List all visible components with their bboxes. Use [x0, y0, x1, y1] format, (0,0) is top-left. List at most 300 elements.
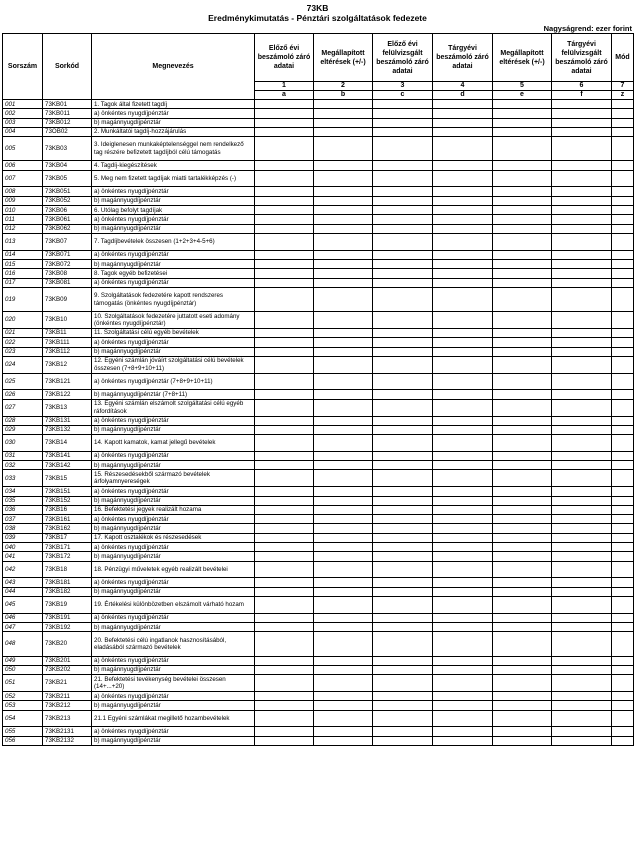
value-cell[interactable] [433, 675, 493, 692]
value-cell[interactable] [552, 373, 612, 390]
value-cell[interactable] [255, 587, 314, 596]
value-cell[interactable] [612, 533, 634, 542]
value-cell[interactable] [493, 632, 552, 656]
value-cell[interactable] [552, 356, 612, 373]
value-cell[interactable] [255, 613, 314, 622]
value-cell[interactable] [493, 736, 552, 745]
value-cell[interactable] [552, 613, 612, 622]
value-cell[interactable] [314, 470, 373, 487]
value-cell[interactable] [314, 515, 373, 524]
value-cell[interactable] [433, 269, 493, 278]
value-cell[interactable] [612, 587, 634, 596]
value-cell[interactable] [255, 727, 314, 736]
value-cell[interactable] [433, 170, 493, 187]
value-cell[interactable] [493, 170, 552, 187]
value-cell[interactable] [612, 347, 634, 356]
value-cell[interactable] [493, 137, 552, 161]
value-cell[interactable] [255, 287, 314, 311]
value-cell[interactable] [612, 287, 634, 311]
value-cell[interactable] [373, 127, 433, 136]
value-cell[interactable] [314, 587, 373, 596]
value-cell[interactable] [433, 487, 493, 496]
value-cell[interactable] [493, 278, 552, 287]
value-cell[interactable] [373, 505, 433, 514]
value-cell[interactable] [493, 470, 552, 487]
value-cell[interactable] [612, 524, 634, 533]
value-cell[interactable] [314, 224, 373, 233]
value-cell[interactable] [493, 187, 552, 196]
value-cell[interactable] [493, 196, 552, 205]
value-cell[interactable] [493, 100, 552, 109]
value-cell[interactable] [433, 137, 493, 161]
value-cell[interactable] [373, 533, 433, 542]
value-cell[interactable] [433, 206, 493, 215]
value-cell[interactable] [373, 701, 433, 710]
value-cell[interactable] [314, 278, 373, 287]
value-cell[interactable] [373, 215, 433, 224]
value-cell[interactable] [255, 278, 314, 287]
value-cell[interactable] [552, 632, 612, 656]
value-cell[interactable] [314, 416, 373, 425]
value-cell[interactable] [552, 328, 612, 337]
value-cell[interactable] [314, 435, 373, 452]
value-cell[interactable] [373, 416, 433, 425]
value-cell[interactable] [612, 170, 634, 187]
value-cell[interactable] [493, 260, 552, 269]
value-cell[interactable] [373, 390, 433, 399]
value-cell[interactable] [433, 250, 493, 259]
value-cell[interactable] [373, 597, 433, 614]
value-cell[interactable] [493, 515, 552, 524]
value-cell[interactable] [373, 692, 433, 701]
value-cell[interactable] [433, 505, 493, 514]
value-cell[interactable] [552, 100, 612, 109]
value-cell[interactable] [552, 597, 612, 614]
value-cell[interactable] [612, 328, 634, 337]
value-cell[interactable] [552, 269, 612, 278]
value-cell[interactable] [552, 170, 612, 187]
value-cell[interactable] [612, 206, 634, 215]
value-cell[interactable] [493, 727, 552, 736]
value-cell[interactable] [493, 533, 552, 542]
value-cell[interactable] [433, 338, 493, 347]
value-cell[interactable] [255, 623, 314, 632]
value-cell[interactable] [373, 736, 433, 745]
value-cell[interactable] [493, 356, 552, 373]
value-cell[interactable] [433, 451, 493, 460]
value-cell[interactable] [433, 578, 493, 587]
value-cell[interactable] [493, 373, 552, 390]
value-cell[interactable] [255, 224, 314, 233]
value-cell[interactable] [373, 632, 433, 656]
value-cell[interactable] [433, 543, 493, 552]
value-cell[interactable] [373, 613, 433, 622]
value-cell[interactable] [255, 373, 314, 390]
value-cell[interactable] [612, 552, 634, 561]
value-cell[interactable] [612, 505, 634, 514]
value-cell[interactable] [612, 109, 634, 118]
value-cell[interactable] [314, 701, 373, 710]
value-cell[interactable] [433, 127, 493, 136]
value-cell[interactable] [373, 373, 433, 390]
value-cell[interactable] [314, 356, 373, 373]
value-cell[interactable] [433, 187, 493, 196]
value-cell[interactable] [255, 701, 314, 710]
value-cell[interactable] [255, 328, 314, 337]
value-cell[interactable] [373, 524, 433, 533]
value-cell[interactable] [552, 451, 612, 460]
value-cell[interactable] [255, 269, 314, 278]
value-cell[interactable] [255, 710, 314, 727]
value-cell[interactable] [552, 224, 612, 233]
value-cell[interactable] [255, 665, 314, 674]
value-cell[interactable] [552, 665, 612, 674]
value-cell[interactable] [552, 623, 612, 632]
value-cell[interactable] [255, 578, 314, 587]
value-cell[interactable] [552, 505, 612, 514]
value-cell[interactable] [373, 269, 433, 278]
value-cell[interactable] [373, 461, 433, 470]
value-cell[interactable] [373, 623, 433, 632]
value-cell[interactable] [433, 515, 493, 524]
value-cell[interactable] [433, 425, 493, 434]
value-cell[interactable] [612, 561, 634, 578]
value-cell[interactable] [255, 118, 314, 127]
value-cell[interactable] [612, 100, 634, 109]
value-cell[interactable] [552, 137, 612, 161]
value-cell[interactable] [493, 561, 552, 578]
value-cell[interactable] [493, 461, 552, 470]
value-cell[interactable] [612, 196, 634, 205]
value-cell[interactable] [373, 399, 433, 416]
value-cell[interactable] [552, 487, 612, 496]
value-cell[interactable] [552, 543, 612, 552]
value-cell[interactable] [255, 496, 314, 505]
value-cell[interactable] [373, 347, 433, 356]
value-cell[interactable] [433, 727, 493, 736]
value-cell[interactable] [373, 487, 433, 496]
value-cell[interactable] [493, 710, 552, 727]
value-cell[interactable] [612, 727, 634, 736]
value-cell[interactable] [373, 170, 433, 187]
value-cell[interactable] [433, 278, 493, 287]
value-cell[interactable] [612, 269, 634, 278]
value-cell[interactable] [612, 233, 634, 250]
value-cell[interactable] [433, 665, 493, 674]
value-cell[interactable] [493, 692, 552, 701]
value-cell[interactable] [314, 623, 373, 632]
value-cell[interactable] [314, 215, 373, 224]
value-cell[interactable] [255, 543, 314, 552]
value-cell[interactable] [373, 496, 433, 505]
value-cell[interactable] [493, 496, 552, 505]
value-cell[interactable] [314, 665, 373, 674]
value-cell[interactable] [493, 161, 552, 170]
value-cell[interactable] [612, 425, 634, 434]
value-cell[interactable] [314, 250, 373, 259]
value-cell[interactable] [612, 356, 634, 373]
value-cell[interactable] [255, 435, 314, 452]
value-cell[interactable] [552, 727, 612, 736]
value-cell[interactable] [612, 161, 634, 170]
value-cell[interactable] [433, 224, 493, 233]
value-cell[interactable] [433, 109, 493, 118]
value-cell[interactable] [552, 587, 612, 596]
value-cell[interactable] [314, 206, 373, 215]
value-cell[interactable] [433, 416, 493, 425]
value-cell[interactable] [612, 578, 634, 587]
value-cell[interactable] [255, 470, 314, 487]
value-cell[interactable] [612, 543, 634, 552]
value-cell[interactable] [552, 692, 612, 701]
value-cell[interactable] [612, 656, 634, 665]
value-cell[interactable] [373, 727, 433, 736]
value-cell[interactable] [255, 338, 314, 347]
value-cell[interactable] [255, 487, 314, 496]
value-cell[interactable] [255, 100, 314, 109]
value-cell[interactable] [493, 613, 552, 622]
value-cell[interactable] [552, 312, 612, 329]
value-cell[interactable] [493, 390, 552, 399]
value-cell[interactable] [255, 187, 314, 196]
value-cell[interactable] [552, 399, 612, 416]
value-cell[interactable] [612, 215, 634, 224]
value-cell[interactable] [373, 260, 433, 269]
value-cell[interactable] [373, 675, 433, 692]
value-cell[interactable] [552, 710, 612, 727]
value-cell[interactable] [552, 656, 612, 665]
value-cell[interactable] [255, 196, 314, 205]
value-cell[interactable] [433, 470, 493, 487]
value-cell[interactable] [314, 736, 373, 745]
value-cell[interactable] [612, 451, 634, 460]
value-cell[interactable] [373, 665, 433, 674]
value-cell[interactable] [612, 118, 634, 127]
value-cell[interactable] [373, 187, 433, 196]
value-cell[interactable] [493, 312, 552, 329]
value-cell[interactable] [314, 260, 373, 269]
value-cell[interactable] [373, 250, 433, 259]
value-cell[interactable] [612, 470, 634, 487]
value-cell[interactable] [373, 338, 433, 347]
value-cell[interactable] [493, 587, 552, 596]
value-cell[interactable] [493, 347, 552, 356]
value-cell[interactable] [493, 416, 552, 425]
value-cell[interactable] [255, 250, 314, 259]
value-cell[interactable] [314, 425, 373, 434]
value-cell[interactable] [612, 487, 634, 496]
value-cell[interactable] [552, 118, 612, 127]
value-cell[interactable] [493, 250, 552, 259]
value-cell[interactable] [433, 496, 493, 505]
value-cell[interactable] [552, 736, 612, 745]
value-cell[interactable] [552, 233, 612, 250]
value-cell[interactable] [612, 435, 634, 452]
value-cell[interactable] [255, 561, 314, 578]
value-cell[interactable] [373, 356, 433, 373]
value-cell[interactable] [433, 613, 493, 622]
value-cell[interactable] [255, 127, 314, 136]
value-cell[interactable] [552, 435, 612, 452]
value-cell[interactable] [314, 656, 373, 665]
value-cell[interactable] [612, 461, 634, 470]
value-cell[interactable] [433, 347, 493, 356]
value-cell[interactable] [373, 206, 433, 215]
value-cell[interactable] [433, 328, 493, 337]
value-cell[interactable] [552, 533, 612, 542]
value-cell[interactable] [314, 118, 373, 127]
value-cell[interactable] [612, 260, 634, 269]
value-cell[interactable] [373, 137, 433, 161]
value-cell[interactable] [612, 390, 634, 399]
value-cell[interactable] [493, 118, 552, 127]
value-cell[interactable] [255, 356, 314, 373]
value-cell[interactable] [433, 373, 493, 390]
value-cell[interactable] [255, 597, 314, 614]
value-cell[interactable] [255, 552, 314, 561]
value-cell[interactable] [612, 224, 634, 233]
value-cell[interactable] [493, 675, 552, 692]
value-cell[interactable] [314, 269, 373, 278]
value-cell[interactable] [373, 470, 433, 487]
value-cell[interactable] [255, 461, 314, 470]
value-cell[interactable] [373, 100, 433, 109]
value-cell[interactable] [612, 496, 634, 505]
value-cell[interactable] [314, 399, 373, 416]
value-cell[interactable] [433, 260, 493, 269]
value-cell[interactable] [314, 287, 373, 311]
value-cell[interactable] [493, 287, 552, 311]
value-cell[interactable] [493, 623, 552, 632]
value-cell[interactable] [552, 524, 612, 533]
value-cell[interactable] [255, 425, 314, 434]
value-cell[interactable] [433, 623, 493, 632]
value-cell[interactable] [552, 287, 612, 311]
value-cell[interactable] [314, 727, 373, 736]
value-cell[interactable] [314, 524, 373, 533]
value-cell[interactable] [433, 390, 493, 399]
value-cell[interactable] [612, 127, 634, 136]
value-cell[interactable] [255, 656, 314, 665]
value-cell[interactable] [255, 451, 314, 460]
value-cell[interactable] [552, 701, 612, 710]
value-cell[interactable] [373, 587, 433, 596]
value-cell[interactable] [552, 496, 612, 505]
value-cell[interactable] [255, 533, 314, 542]
value-cell[interactable] [433, 215, 493, 224]
value-cell[interactable] [373, 578, 433, 587]
value-cell[interactable] [493, 328, 552, 337]
value-cell[interactable] [314, 390, 373, 399]
value-cell[interactable] [552, 675, 612, 692]
value-cell[interactable] [552, 250, 612, 259]
value-cell[interactable] [314, 675, 373, 692]
value-cell[interactable] [493, 109, 552, 118]
value-cell[interactable] [433, 710, 493, 727]
value-cell[interactable] [255, 736, 314, 745]
value-cell[interactable] [493, 338, 552, 347]
value-cell[interactable] [612, 399, 634, 416]
value-cell[interactable] [433, 100, 493, 109]
value-cell[interactable] [314, 196, 373, 205]
value-cell[interactable] [612, 312, 634, 329]
value-cell[interactable] [493, 224, 552, 233]
value-cell[interactable] [552, 347, 612, 356]
value-cell[interactable] [612, 338, 634, 347]
value-cell[interactable] [255, 347, 314, 356]
value-cell[interactable] [552, 561, 612, 578]
value-cell[interactable] [314, 373, 373, 390]
value-cell[interactable] [552, 260, 612, 269]
value-cell[interactable] [255, 399, 314, 416]
value-cell[interactable] [373, 278, 433, 287]
value-cell[interactable] [314, 137, 373, 161]
value-cell[interactable] [373, 515, 433, 524]
value-cell[interactable] [552, 278, 612, 287]
value-cell[interactable] [612, 710, 634, 727]
value-cell[interactable] [314, 710, 373, 727]
value-cell[interactable] [612, 736, 634, 745]
value-cell[interactable] [493, 269, 552, 278]
value-cell[interactable] [612, 613, 634, 622]
value-cell[interactable] [255, 675, 314, 692]
value-cell[interactable] [433, 161, 493, 170]
value-cell[interactable] [255, 524, 314, 533]
value-cell[interactable] [255, 206, 314, 215]
value-cell[interactable] [314, 561, 373, 578]
value-cell[interactable] [255, 692, 314, 701]
value-cell[interactable] [612, 278, 634, 287]
value-cell[interactable] [314, 451, 373, 460]
value-cell[interactable] [493, 215, 552, 224]
value-cell[interactable] [552, 161, 612, 170]
value-cell[interactable] [493, 127, 552, 136]
value-cell[interactable] [493, 665, 552, 674]
value-cell[interactable] [433, 287, 493, 311]
value-cell[interactable] [493, 578, 552, 587]
value-cell[interactable] [255, 109, 314, 118]
value-cell[interactable] [552, 127, 612, 136]
value-cell[interactable] [314, 543, 373, 552]
value-cell[interactable] [612, 701, 634, 710]
value-cell[interactable] [314, 100, 373, 109]
value-cell[interactable] [612, 692, 634, 701]
value-cell[interactable] [493, 552, 552, 561]
value-cell[interactable] [552, 338, 612, 347]
value-cell[interactable] [314, 170, 373, 187]
value-cell[interactable] [373, 451, 433, 460]
value-cell[interactable] [612, 416, 634, 425]
value-cell[interactable] [373, 224, 433, 233]
value-cell[interactable] [612, 632, 634, 656]
value-cell[interactable] [255, 137, 314, 161]
value-cell[interactable] [493, 543, 552, 552]
value-cell[interactable] [255, 515, 314, 524]
value-cell[interactable] [493, 206, 552, 215]
value-cell[interactable] [433, 701, 493, 710]
value-cell[interactable] [493, 487, 552, 496]
value-cell[interactable] [493, 435, 552, 452]
value-cell[interactable] [314, 533, 373, 542]
value-cell[interactable] [552, 109, 612, 118]
value-cell[interactable] [552, 390, 612, 399]
value-cell[interactable] [493, 233, 552, 250]
value-cell[interactable] [373, 118, 433, 127]
value-cell[interactable] [373, 328, 433, 337]
value-cell[interactable] [314, 233, 373, 250]
value-cell[interactable] [255, 260, 314, 269]
value-cell[interactable] [373, 161, 433, 170]
